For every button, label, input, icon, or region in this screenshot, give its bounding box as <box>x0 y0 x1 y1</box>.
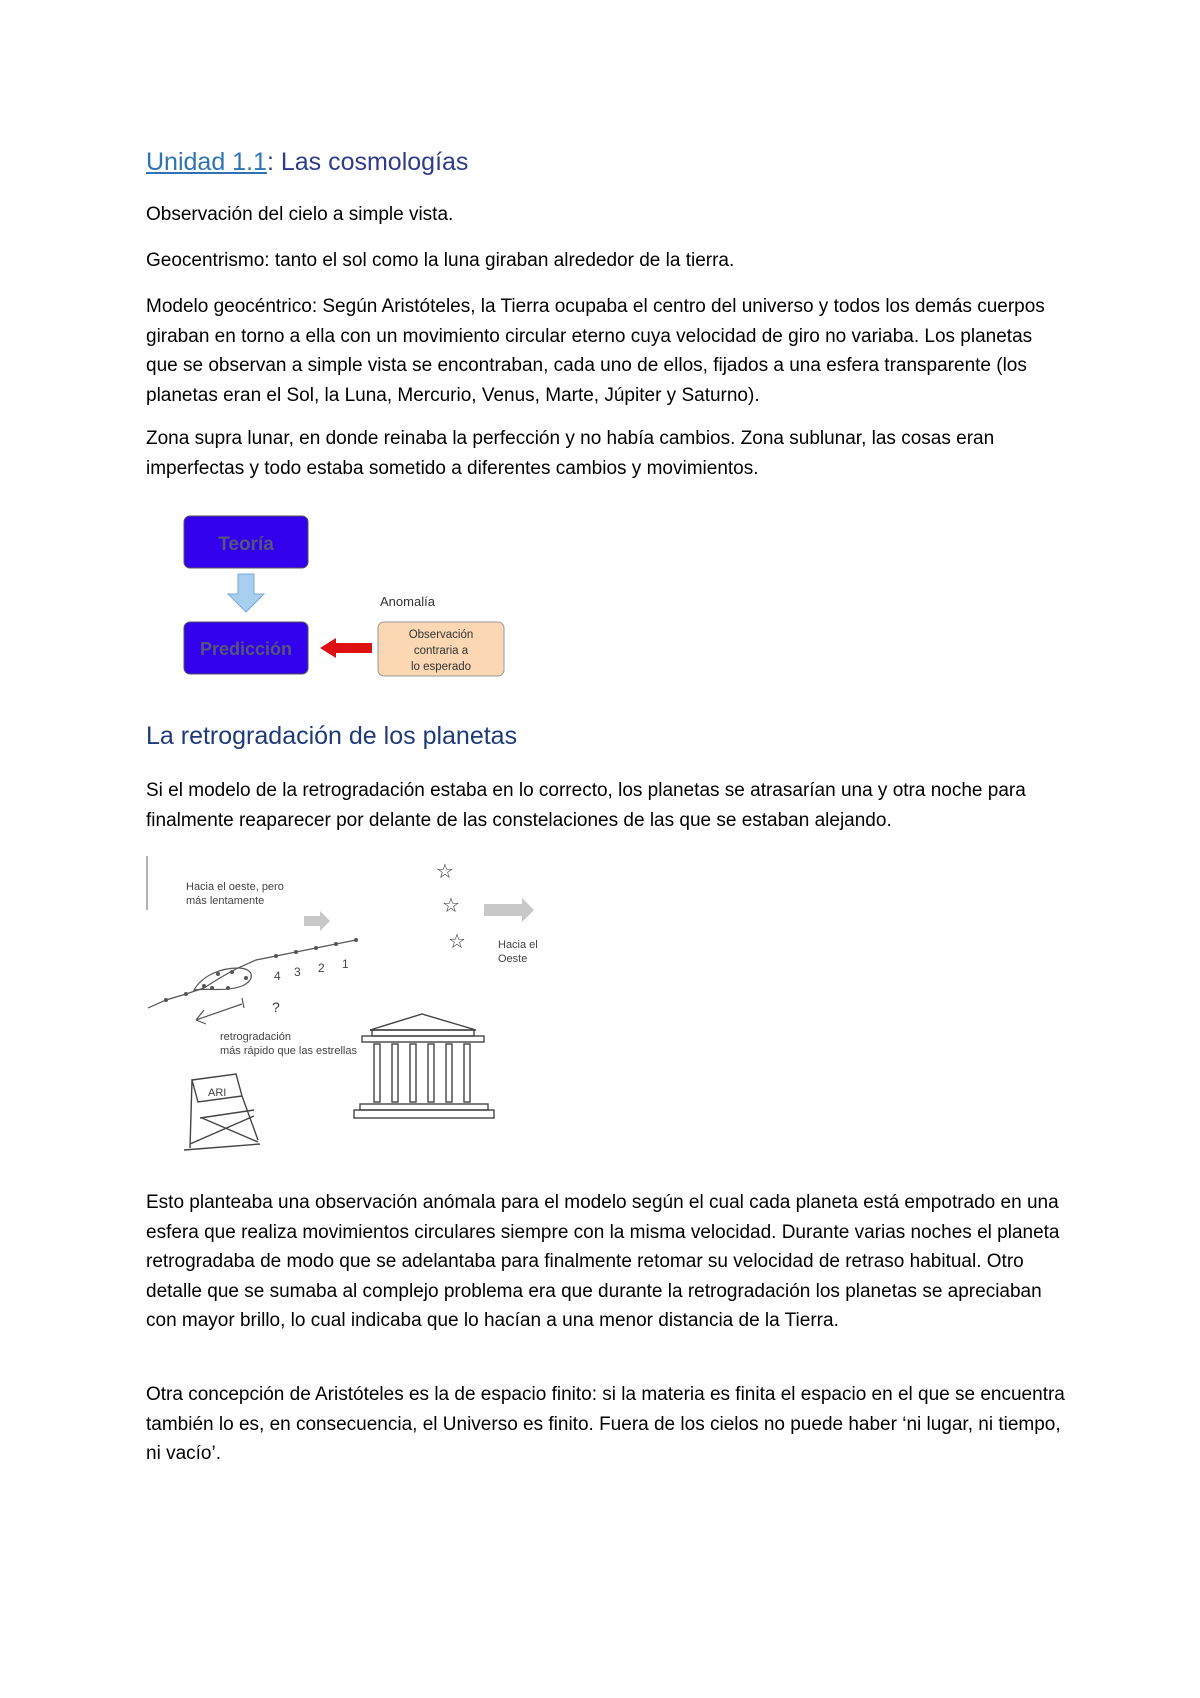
section-heading-retrogradacion: La retrogradación de los planetas <box>146 722 518 750</box>
observacion-line-2: contraria a <box>413 645 469 657</box>
retro-arrow <box>196 998 244 1024</box>
observacion-line-3: lo esperado <box>410 661 472 673</box>
paragraph-retrogradacion: Si el modelo de la retrogradación estaba en lo correcto, los planetas se atrasarían una y otra noche para finalmente reaparecer por delante de las constelaciones de las que se estaban alejando. <box>146 780 1026 831</box>
retrogradation-diagram <box>146 848 576 1158</box>
temple-illustration <box>354 1014 494 1118</box>
arrow-gray-small <box>304 911 330 931</box>
question-mark: ? <box>272 999 280 1015</box>
label-hacia-oeste-1: Hacia el <box>498 939 538 951</box>
position-number-3: 3 <box>294 965 301 979</box>
planet-path-dots <box>164 938 358 1002</box>
label-oeste-lento-2: más lentamente <box>186 895 265 907</box>
observacion-line-1: Observación <box>408 629 474 641</box>
label-retro-1: retrogradación <box>220 1031 291 1043</box>
chair-label: ARI <box>208 1087 227 1099</box>
chair-illustration <box>184 1074 260 1150</box>
label-retro-2: más rápido que las estrellas <box>220 1045 357 1057</box>
star-icon-1: ☆ <box>436 861 454 883</box>
prediccion-label: Predicción <box>199 639 293 659</box>
paragraph-observacion: Observación del cielo a simple vista. <box>146 204 454 225</box>
paragraph-modelo-geocentrico: Modelo geocéntrico: Según Aristóteles, la Tierra ocupaba el centro del universo y todos los demás cuerpos giraban en torno a ella con un movimiento circular eterno cuya velocidad de giro no variaba. Los planetas que se observan a simple vista se encontraban, cada uno de ellos, fijados a una esfera transparente (los planetas eran el Sol, la Luna, Mercurio, Venus, Marte, Júpiter y Saturno). <box>146 296 1045 406</box>
paragraph-zonas: Zona supra lunar, en donde reinaba la perfección y no había cambios. Zona sublunar, las cosas eran imperfectas y todo estaba sometido a diferentes cambios y movimientos. <box>146 428 995 479</box>
position-number-2: 2 <box>318 961 325 975</box>
heading-title: : Las cosmologías <box>266 148 469 176</box>
star-icon-2: ☆ <box>442 895 460 917</box>
section-heading <box>146 148 468 177</box>
position-number-1: 1 <box>342 957 349 971</box>
unit-link[interactable]: Unidad 1.1 <box>146 148 267 176</box>
teoria-label: Teoría <box>218 534 274 555</box>
paragraph-observacion-anomala: Esto planteaba una observación anómala para el modelo según el cual cada planeta está empotrado en una esfera que realiza movimientos circulares siempre con la misma velocidad. Durante varias noches el planeta retrogradaba de modo que se adelantaba para finalmente retomar su velocidad de retraso habitual. Otro detalle que se sumaba al complejo problema era que durante la retrogradación los planetas se apreciaban con mayor brillo, lo cual indicaba que lo hacían a una menor distancia de la Tierra. <box>146 1192 1060 1331</box>
planet-path <box>148 940 356 1008</box>
down-arrow <box>228 574 264 612</box>
star-icon-3: ☆ <box>448 931 466 953</box>
left-arrow <box>320 638 372 658</box>
paragraph-espacio-finito: Otra concepción de Aristóteles es la de espacio finito: si la materia es finita el espacio en el que se encuentra también lo es, en consecuencia, el Universo es finito. Fuera de los cielos no puede haber ‘ni lugar, ni tiempo, ni vacío’. <box>146 1384 1065 1464</box>
theory-prediction-diagram <box>182 512 512 682</box>
paragraph-geocentrismo: Geocentrismo: tanto el sol como la luna giraban alrededor de la tierra. <box>146 250 735 271</box>
label-hacia-oeste-2: Oeste <box>498 953 528 965</box>
anomalia-label: Anomalía <box>380 594 435 609</box>
position-number-4: 4 <box>274 969 281 983</box>
arrow-gray-large <box>484 898 534 922</box>
label-oeste-lento-1: Hacia el oeste, pero <box>186 881 284 893</box>
